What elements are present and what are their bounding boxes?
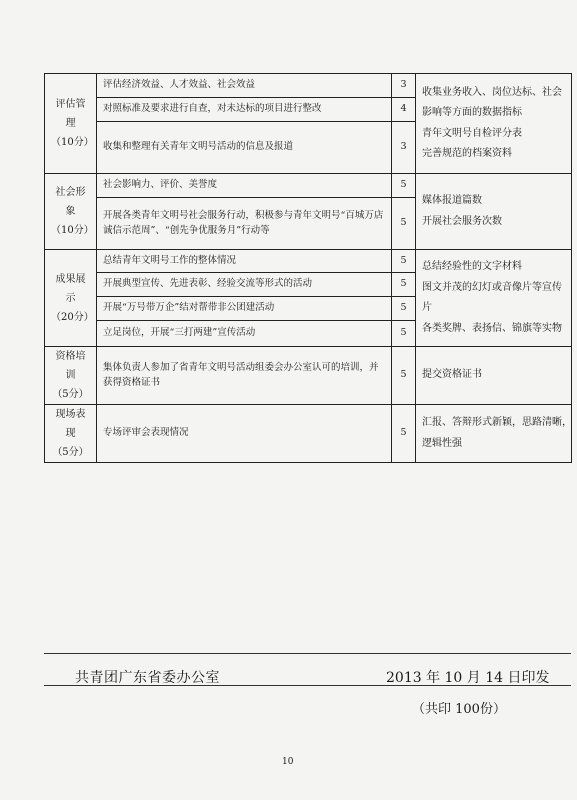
issuer: 共青团广东省委办公室: [75, 670, 220, 686]
score-cell: 5: [392, 405, 416, 463]
category-label: 资格培训: [55, 351, 86, 381]
category-label: （20分）: [51, 311, 94, 323]
criterion-cell: 开展“万号带万企”结对帮带非公团建活动: [97, 297, 392, 321]
category-label: （10分）: [51, 137, 94, 148]
evidence-line: 提交资格证书: [422, 369, 482, 381]
category-label: 社会形象: [55, 187, 86, 217]
evidence-line: 总结经验性的文字材料: [422, 261, 522, 272]
category-label: （5分）: [52, 389, 89, 400]
table-row: [45, 347, 572, 405]
table-row: [45, 250, 572, 273]
score-cell: 3: [392, 74, 416, 98]
score-cell: 5: [392, 174, 416, 198]
criterion-cell: 社会影响力、评价、美誉度: [97, 174, 392, 198]
evidence-line: 各类奖牌、表扬信、锦旗等实物: [422, 322, 562, 334]
criterion-cell: 开展典型宣传、先进表彰、经验交流等形式的活动: [97, 273, 392, 297]
table-row: [45, 405, 572, 463]
evidence-line: 媒体报道篇数: [422, 195, 482, 206]
category-label: 评估管理: [55, 99, 86, 129]
score-cell: 5: [392, 250, 416, 273]
evidence-line: 汇报、答辩形式新颖，思路清晰，: [422, 417, 572, 428]
category-cell: [45, 174, 97, 250]
evidence-line: 图文并茂的幻灯或音像片等宣传: [422, 281, 562, 293]
evidence-cell: [416, 250, 572, 347]
category-label: 现场表现: [55, 409, 86, 439]
score-cell: 5: [392, 297, 416, 321]
page-number: 10: [282, 757, 294, 767]
criterion-cell: 立足岗位，开展“三打两建”宣传活动: [97, 321, 392, 347]
category-cell: [45, 74, 97, 174]
category-label: 成果展示: [55, 273, 86, 304]
criterion-cell: 收集和整理有关青年文明号活动的信息及报道: [97, 122, 392, 174]
evidence-line: 青年文明号自检评分表: [422, 127, 522, 139]
evidence-line: 开展社会服务次数: [422, 215, 502, 227]
score-cell: 3: [392, 122, 416, 174]
category-cell: [45, 405, 97, 463]
evidence-line: 片: [422, 302, 432, 313]
criterion-cell: 评估经济效益、人才效益、社会效益: [97, 74, 392, 98]
evidence-cell: [416, 347, 572, 405]
evaluation-table: [44, 73, 572, 463]
footer-top-rule: [44, 653, 571, 654]
table-row: [45, 174, 572, 198]
table-row: [45, 74, 572, 98]
category-cell: [45, 250, 97, 347]
criterion-cell: 专场评审会表现情况: [97, 405, 392, 463]
category-cell: [45, 347, 97, 405]
evidence-line: 收集业务收入、岗位达标、社会: [422, 86, 562, 98]
evidence-cell: [416, 405, 572, 463]
evidence-line: 逻辑性强: [422, 437, 462, 449]
category-label: （10分）: [51, 225, 94, 236]
issue-date: 2013 年 10 月 14 日印发: [386, 670, 550, 686]
score-cell: 4: [392, 98, 416, 122]
score-cell: 5: [392, 198, 416, 250]
criterion-cell: 集体负责人参加了省青年文明号活动组委会办公室认可的培训，并获得资格证书: [97, 347, 392, 405]
score-cell: 5: [392, 321, 416, 347]
criterion-cell: 总结青年文明号工作的整体情况: [97, 250, 392, 273]
evidence-cell: [416, 174, 572, 250]
evidence-line: 完善规范的档案资料: [422, 148, 512, 159]
print-copies: （共印 100份）: [412, 702, 506, 717]
score-cell: 5: [392, 273, 416, 297]
evidence-line: 影响等方面的数据指标: [422, 107, 522, 118]
evidence-cell: [416, 74, 572, 174]
criterion-cell: 开展各类青年文明号社会服务行动，积极参与青年文明号“百城万店诚信示范周”、“创先争优服务月”行动等: [97, 198, 392, 250]
score-cell: 5: [392, 347, 416, 405]
criterion-cell: 对照标准及要求进行自查，对未达标的项目进行整改: [97, 98, 392, 122]
category-label: （5分）: [52, 447, 89, 458]
